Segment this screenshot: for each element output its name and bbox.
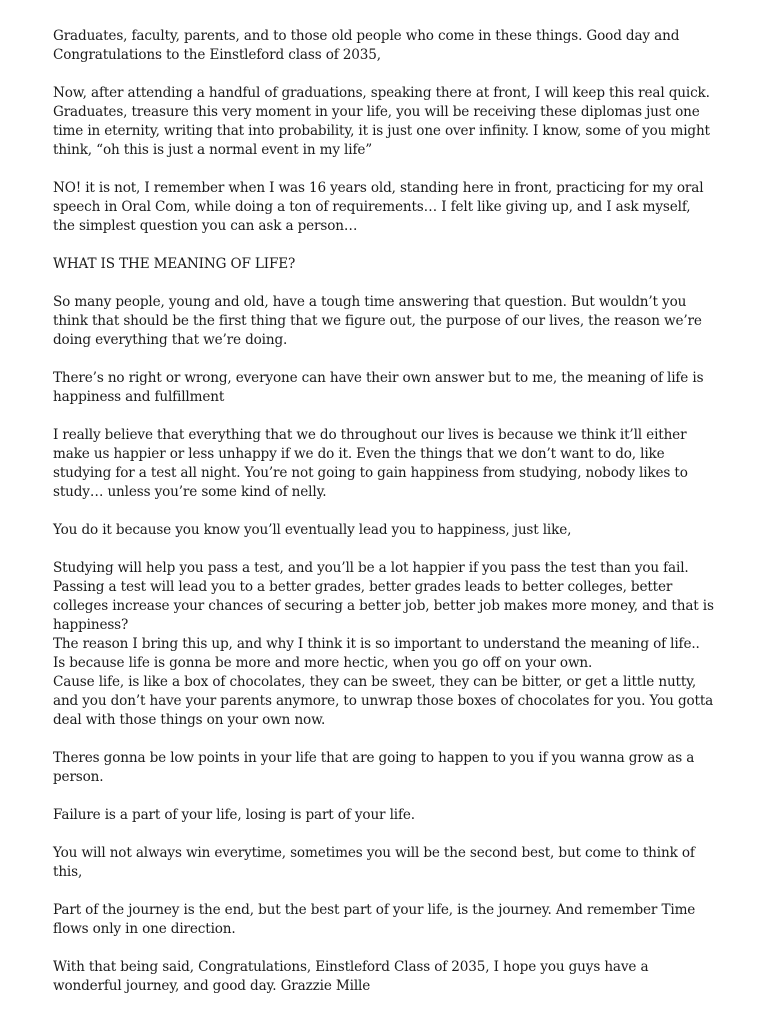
speech-document [53, 27, 715, 996]
paragraph-reason: You do it because you know you’ll eventually lead you to happiness, just like, [53, 522, 572, 538]
paragraph-studying: Studying will help you pass a test, and you’ll be a lot happier if you pass the test than you fail. Passing a test will lead you to a better grades, better grades leads to better colleges, better colleges increase your chances of securing a better job, better job makes more money, and that is happiness? [53, 560, 714, 633]
paragraph-closing: With that being said, Congratulations, Einstleford Class of 2035, I hope you guys have a wonderful journey, and good day. Grazzie Mille [53, 959, 649, 994]
paragraph-purpose: So many people, young and old, have a tough time answering that question. But wouldn’t you think that should be the first thing that we figure out, the purpose of our lives, the reason we’re doing everything that we’re doing. [53, 294, 702, 348]
paragraph-low-points: Theres gonna be low points in your life that are going to happen to you if you wanna grow as a person. [53, 750, 695, 785]
paragraph-memory: NO! it is not, I remember when I was 16 years old, standing here in front, practicing for my oral speech in Oral Com, while doing a ton of requirements… I felt like giving up, and I ask myself, the simplest question you can ask a person… [53, 180, 704, 234]
paragraph-greeting: Graduates, faculty, parents, and to those old people who come in these things. Good day and Congratulations to the Einstleford class of 2035, [53, 28, 680, 63]
paragraph-belief: I really believe that everything that we do throughout our lives is because we think it’ll either make us happier or less unhappy if we do it. Even the things that we don’t want to do, like studying for a test all night. You’re not going to gain happiness from studying, nobody likes to study… unless you’re some kind of nelly. [53, 427, 688, 500]
paragraph-happiness: There’s no right or wrong, everyone can have their own answer but to me, the meaning of life is happiness and fulfillment [53, 370, 704, 405]
paragraph-intro: Now, after attending a handful of graduations, speaking there at front, I will keep this real quick. Graduates, treasure this very moment in your life, you will be receiving these diplomas just one time in eternity, writing that into probability, it is just one over infinity. I know, some of you might think, “oh this is just a normal event in my life” [53, 85, 710, 158]
paragraph-why: The reason I bring this up, and why I think it is so important to understand the meaning of life.. Is because life is gonna be more and more hectic, when you go off on your own. [53, 636, 700, 671]
paragraph-second-best: You will not always win everytime, sometimes you will be the second best, but come to think of this, [53, 845, 695, 880]
paragraph-failure: Failure is a part of your life, losing is part of your life. [53, 807, 415, 823]
paragraph-question: WHAT IS THE MEANING OF LIFE? [53, 256, 296, 272]
paragraph-journey: Part of the journey is the end, but the best part of your life, is the journey. And remember Time flows only in one direction. [53, 902, 696, 937]
paragraph-chocolates: Cause life, is like a box of chocolates, they can be sweet, they can be bitter, or get a little nutty, and you don’t have your parents anymore, to unwrap those boxes of chocolates for you. You gotta deal with those things on your own now. [53, 674, 714, 728]
